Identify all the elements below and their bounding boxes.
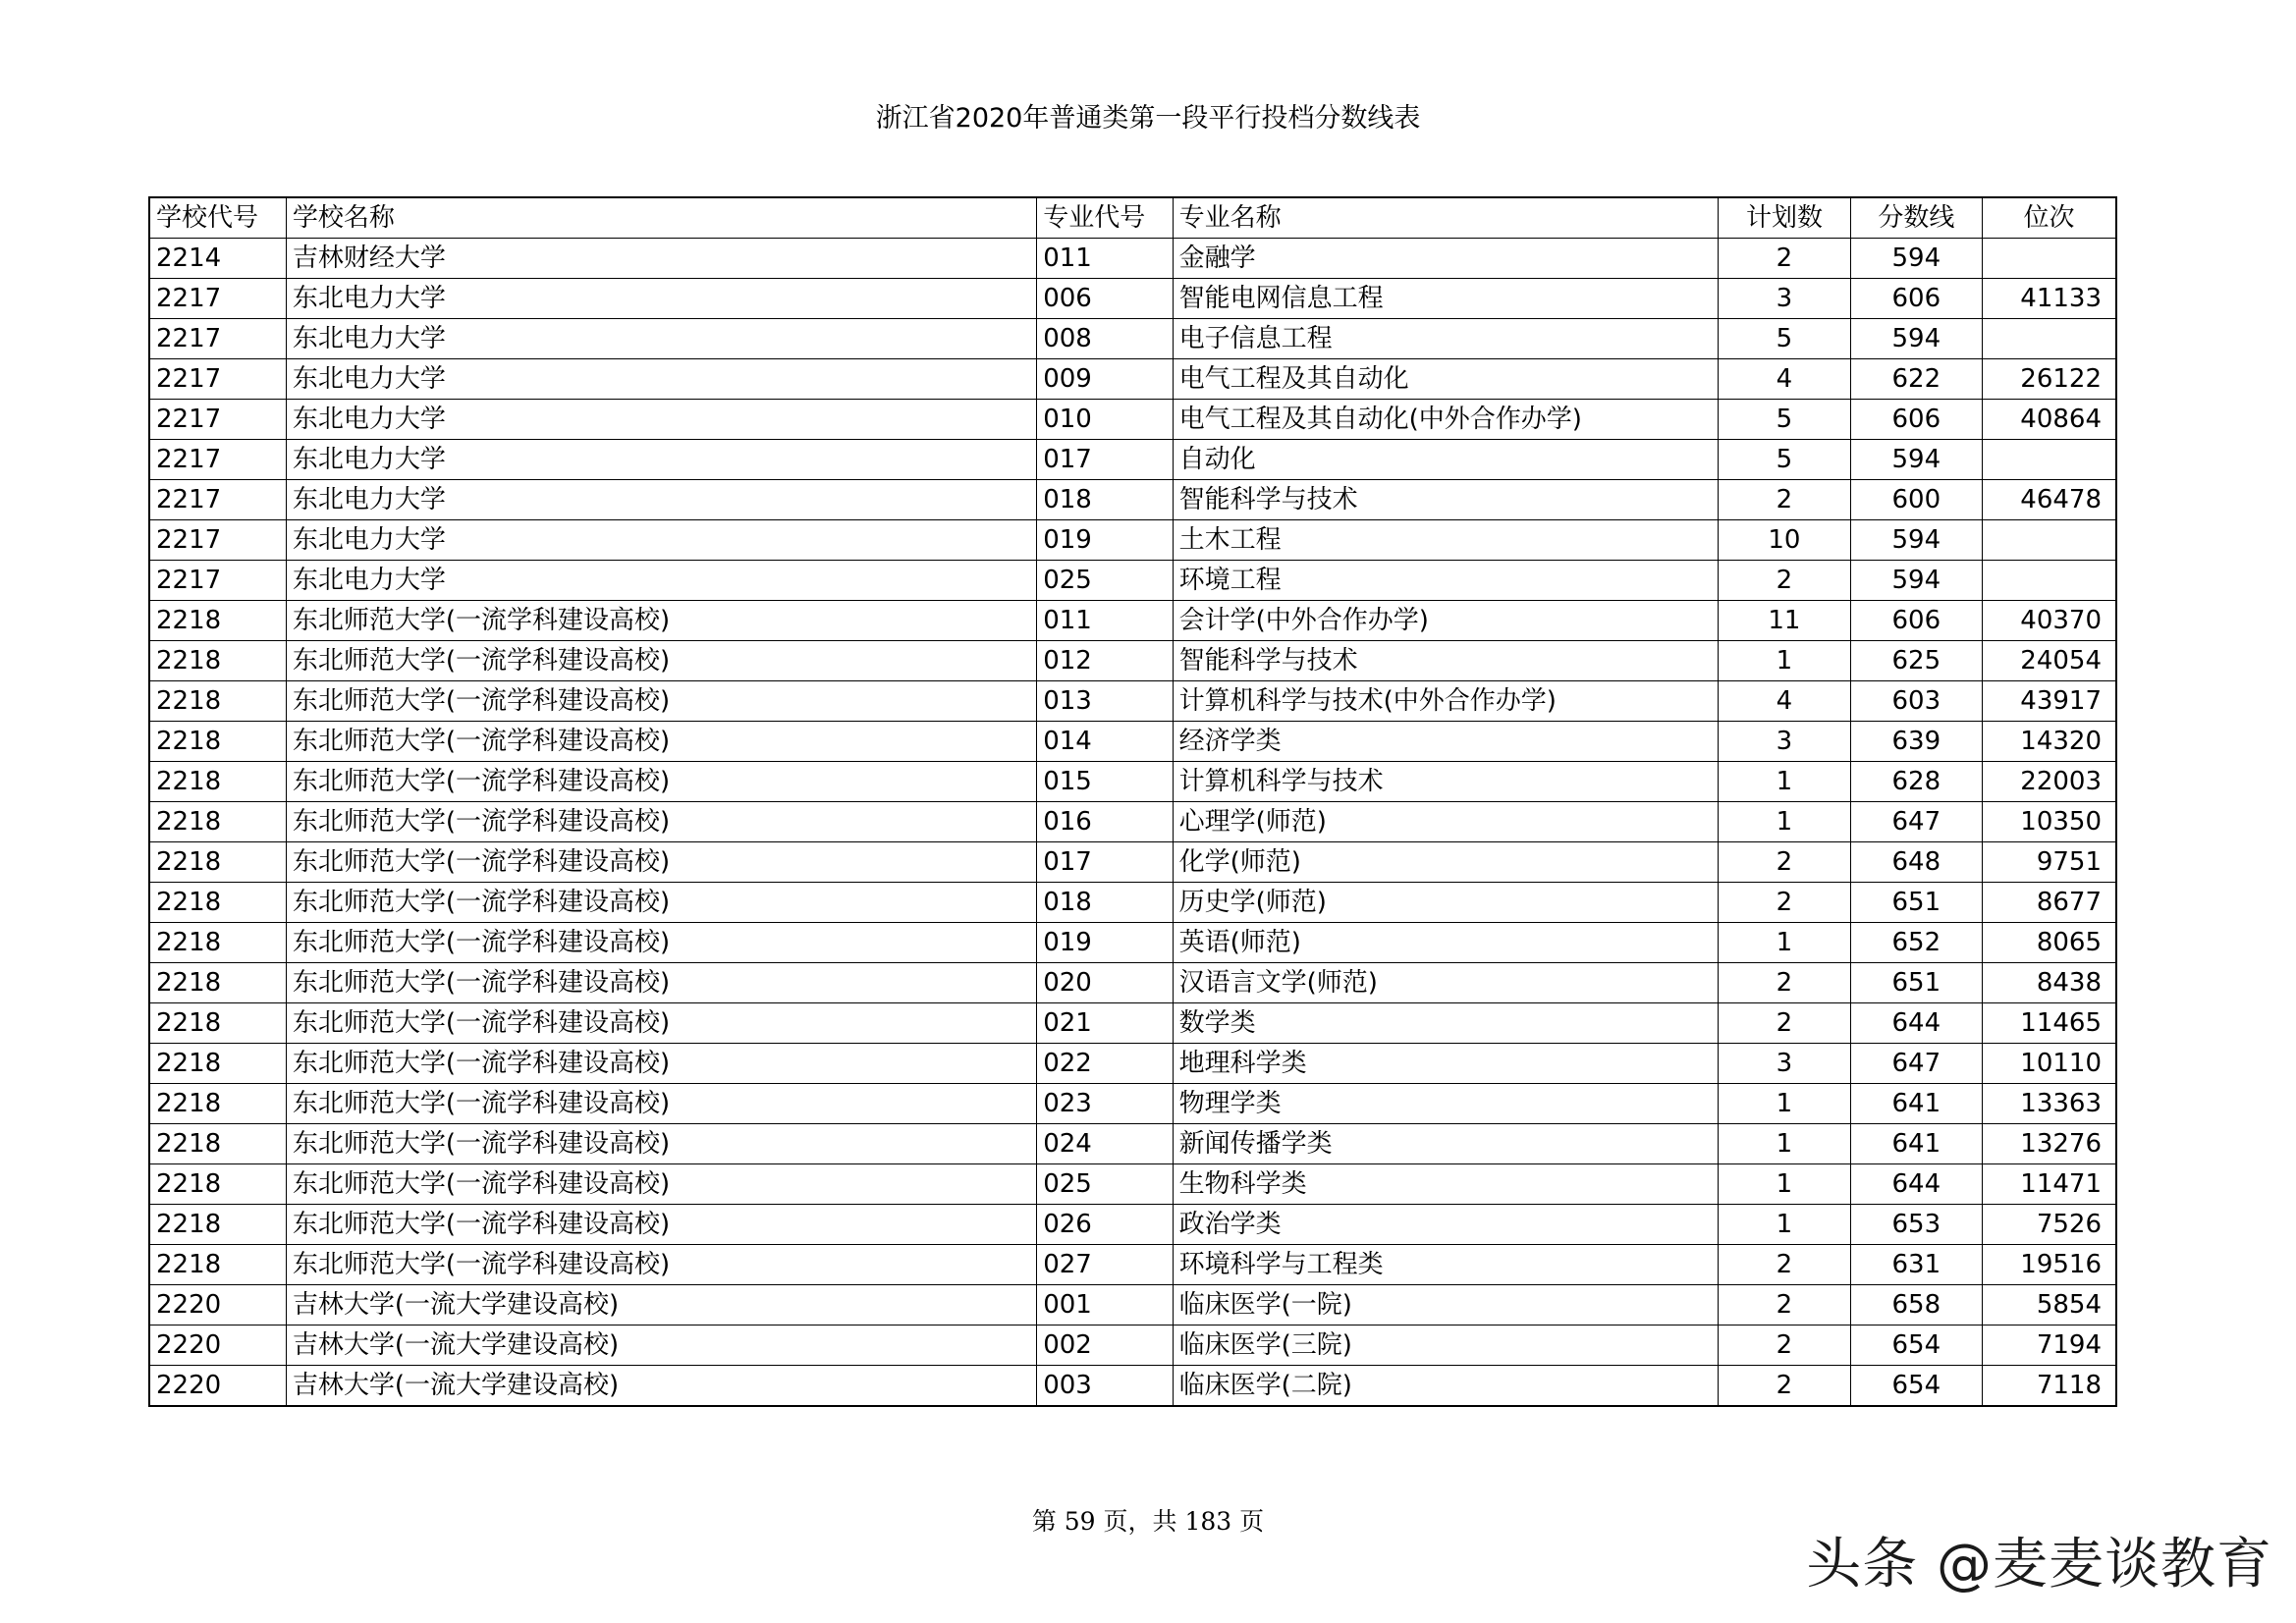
- major-name-cell: 英语(师范): [1173, 923, 1719, 963]
- major-name-cell: 电子信息工程: [1173, 319, 1719, 359]
- rank-cell: 11465: [1983, 1003, 2116, 1044]
- table-row: [149, 722, 2116, 762]
- school-code-cell: 2217: [149, 440, 286, 480]
- table-row: [149, 762, 2116, 802]
- table-row: [149, 1325, 2116, 1366]
- header-major-name: 专业名称: [1173, 197, 1719, 239]
- major-name-cell: 计算机科学与技术: [1173, 762, 1719, 802]
- score-line-cell: 594: [1850, 561, 1982, 601]
- rank-cell: 10350: [1983, 802, 2116, 842]
- major-name-cell: 政治学类: [1173, 1205, 1719, 1245]
- header-school-code: 学校代号: [149, 197, 286, 239]
- major-code-cell: 017: [1037, 842, 1173, 883]
- rank-cell: 13276: [1983, 1124, 2116, 1164]
- school-code-cell: 2217: [149, 520, 286, 561]
- table-row: [149, 239, 2116, 279]
- school-name-cell: 东北电力大学: [286, 319, 1036, 359]
- score-line-cell: 600: [1850, 480, 1982, 520]
- score-line-cell: 651: [1850, 883, 1982, 923]
- rank-cell: 8438: [1983, 963, 2116, 1003]
- school-name-cell: 吉林大学(一流大学建设高校): [286, 1325, 1036, 1366]
- major-code-cell: 027: [1037, 1245, 1173, 1285]
- score-line-cell: 639: [1850, 722, 1982, 762]
- table-row: [149, 359, 2116, 400]
- rank-cell: 22003: [1983, 762, 2116, 802]
- score-line-cell: 594: [1850, 440, 1982, 480]
- rank-cell: 40864: [1983, 400, 2116, 440]
- plan-count-cell: 1: [1719, 802, 1850, 842]
- plan-count-cell: 1: [1719, 1164, 1850, 1205]
- table-body: [149, 239, 2116, 1407]
- plan-count-cell: 1: [1719, 1205, 1850, 1245]
- score-line-cell: 594: [1850, 520, 1982, 561]
- school-code-cell: 2217: [149, 319, 286, 359]
- table-row: [149, 1084, 2116, 1124]
- score-line-cell: 658: [1850, 1285, 1982, 1325]
- major-code-cell: 010: [1037, 400, 1173, 440]
- table-row: [149, 963, 2116, 1003]
- rank-cell: 7194: [1983, 1325, 2116, 1366]
- school-name-cell: 东北师范大学(一流学科建设高校): [286, 923, 1036, 963]
- school-name-cell: 东北电力大学: [286, 400, 1036, 440]
- school-name-cell: 吉林财经大学: [286, 239, 1036, 279]
- school-code-cell: 2218: [149, 883, 286, 923]
- school-name-cell: 东北师范大学(一流学科建设高校): [286, 762, 1036, 802]
- score-line-cell: 625: [1850, 641, 1982, 681]
- document-title: 浙江省2020年普通类第一段平行投档分数线表: [875, 103, 1421, 134]
- rank-cell: 7118: [1983, 1366, 2116, 1407]
- major-code-cell: 017: [1037, 440, 1173, 480]
- score-line-cell: 631: [1850, 1245, 1982, 1285]
- major-code-cell: 023: [1037, 1084, 1173, 1124]
- school-code-cell: 2217: [149, 561, 286, 601]
- major-name-cell: 电气工程及其自动化: [1173, 359, 1719, 400]
- rank-cell: 26122: [1983, 359, 2116, 400]
- plan-count-cell: 5: [1719, 400, 1850, 440]
- rank-cell: 19516: [1983, 1245, 2116, 1285]
- table-row: [149, 561, 2116, 601]
- plan-count-cell: 4: [1719, 681, 1850, 722]
- plan-count-cell: 1: [1719, 1124, 1850, 1164]
- table-row: [149, 802, 2116, 842]
- score-line-cell: 594: [1850, 319, 1982, 359]
- table-row: [149, 400, 2116, 440]
- plan-count-cell: 2: [1719, 842, 1850, 883]
- major-code-cell: 006: [1037, 279, 1173, 319]
- school-name-cell: 东北电力大学: [286, 359, 1036, 400]
- rank-cell: 46478: [1983, 480, 2116, 520]
- major-name-cell: 智能科学与技术: [1173, 641, 1719, 681]
- school-code-cell: 2218: [149, 601, 286, 641]
- rank-cell: [1983, 440, 2116, 480]
- plan-count-cell: 11: [1719, 601, 1850, 641]
- plan-count-cell: 2: [1719, 1325, 1850, 1366]
- major-code-cell: 002: [1037, 1325, 1173, 1366]
- school-name-cell: 东北师范大学(一流学科建设高校): [286, 722, 1036, 762]
- major-code-cell: 026: [1037, 1205, 1173, 1245]
- rank-cell: [1983, 520, 2116, 561]
- plan-count-cell: 2: [1719, 883, 1850, 923]
- school-name-cell: 东北师范大学(一流学科建设高校): [286, 1003, 1036, 1044]
- major-code-cell: 011: [1037, 601, 1173, 641]
- table-row: [149, 1366, 2116, 1407]
- major-code-cell: 003: [1037, 1366, 1173, 1407]
- table-row: [149, 842, 2116, 883]
- major-code-cell: 018: [1037, 883, 1173, 923]
- rank-cell: 8677: [1983, 883, 2116, 923]
- score-line-cell: 641: [1850, 1084, 1982, 1124]
- plan-count-cell: 2: [1719, 1245, 1850, 1285]
- rank-cell: 8065: [1983, 923, 2116, 963]
- major-name-cell: 新闻传播学类: [1173, 1124, 1719, 1164]
- score-table: [148, 196, 2117, 1407]
- table-row: [149, 1164, 2116, 1205]
- school-name-cell: 东北师范大学(一流学科建设高校): [286, 1044, 1036, 1084]
- score-line-cell: 622: [1850, 359, 1982, 400]
- major-name-cell: 化学(师范): [1173, 842, 1719, 883]
- school-code-cell: 2218: [149, 963, 286, 1003]
- major-code-cell: 025: [1037, 561, 1173, 601]
- plan-count-cell: 2: [1719, 1003, 1850, 1044]
- school-code-cell: 2218: [149, 1245, 286, 1285]
- rank-cell: [1983, 561, 2116, 601]
- score-line-cell: 647: [1850, 1044, 1982, 1084]
- score-line-cell: 651: [1850, 963, 1982, 1003]
- school-code-cell: 2218: [149, 802, 286, 842]
- school-name-cell: 东北师范大学(一流学科建设高校): [286, 802, 1036, 842]
- major-name-cell: 汉语言文学(师范): [1173, 963, 1719, 1003]
- school-code-cell: 2217: [149, 400, 286, 440]
- plan-count-cell: 4: [1719, 359, 1850, 400]
- school-code-cell: 2217: [149, 279, 286, 319]
- school-code-cell: 2218: [149, 842, 286, 883]
- major-name-cell: 历史学(师范): [1173, 883, 1719, 923]
- major-name-cell: 会计学(中外合作办学): [1173, 601, 1719, 641]
- major-code-cell: 021: [1037, 1003, 1173, 1044]
- rank-cell: 24054: [1983, 641, 2116, 681]
- major-name-cell: 自动化: [1173, 440, 1719, 480]
- school-name-cell: 东北电力大学: [286, 520, 1036, 561]
- plan-count-cell: 3: [1719, 1044, 1850, 1084]
- major-code-cell: 025: [1037, 1164, 1173, 1205]
- school-name-cell: 东北师范大学(一流学科建设高校): [286, 883, 1036, 923]
- major-name-cell: 计算机科学与技术(中外合作办学): [1173, 681, 1719, 722]
- plan-count-cell: 2: [1719, 1366, 1850, 1407]
- table-row: [149, 520, 2116, 561]
- school-name-cell: 东北师范大学(一流学科建设高校): [286, 963, 1036, 1003]
- score-line-cell: 606: [1850, 400, 1982, 440]
- score-line-cell: 644: [1850, 1164, 1982, 1205]
- school-name-cell: 东北师范大学(一流学科建设高校): [286, 1084, 1036, 1124]
- major-name-cell: 临床医学(一院): [1173, 1285, 1719, 1325]
- school-name-cell: 东北师范大学(一流学科建设高校): [286, 1164, 1036, 1205]
- major-code-cell: 001: [1037, 1285, 1173, 1325]
- school-name-cell: 东北电力大学: [286, 279, 1036, 319]
- major-name-cell: 心理学(师范): [1173, 802, 1719, 842]
- plan-count-cell: 2: [1719, 480, 1850, 520]
- school-code-cell: 2214: [149, 239, 286, 279]
- school-code-cell: 2218: [149, 1003, 286, 1044]
- score-line-cell: 654: [1850, 1325, 1982, 1366]
- major-name-cell: 生物科学类: [1173, 1164, 1719, 1205]
- major-name-cell: 电气工程及其自动化(中外合作办学): [1173, 400, 1719, 440]
- plan-count-cell: 3: [1719, 722, 1850, 762]
- major-name-cell: 数学类: [1173, 1003, 1719, 1044]
- major-name-cell: 土木工程: [1173, 520, 1719, 561]
- header-major-code: 专业代号: [1037, 197, 1173, 239]
- school-code-cell: 2220: [149, 1325, 286, 1366]
- table-row: [149, 681, 2116, 722]
- watermark: 头条 @麦麦谈教育: [1806, 1533, 2272, 1596]
- major-name-cell: 金融学: [1173, 239, 1719, 279]
- major-name-cell: 物理学类: [1173, 1084, 1719, 1124]
- major-code-cell: 014: [1037, 722, 1173, 762]
- school-name-cell: 东北师范大学(一流学科建设高校): [286, 641, 1036, 681]
- school-code-cell: 2218: [149, 722, 286, 762]
- school-name-cell: 东北师范大学(一流学科建设高校): [286, 681, 1036, 722]
- page-footer: 第 59 页，共 183 页: [1031, 1507, 1265, 1536]
- school-code-cell: 2217: [149, 480, 286, 520]
- score-line-cell: 606: [1850, 601, 1982, 641]
- score-line-cell: 652: [1850, 923, 1982, 963]
- plan-count-cell: 5: [1719, 440, 1850, 480]
- table-row: [149, 1205, 2116, 1245]
- plan-count-cell: 1: [1719, 762, 1850, 802]
- score-line-cell: 653: [1850, 1205, 1982, 1245]
- school-name-cell: 东北师范大学(一流学科建设高校): [286, 842, 1036, 883]
- major-name-cell: 智能电网信息工程: [1173, 279, 1719, 319]
- table-row: [149, 279, 2116, 319]
- school-name-cell: 东北电力大学: [286, 561, 1036, 601]
- major-code-cell: 016: [1037, 802, 1173, 842]
- rank-cell: 5854: [1983, 1285, 2116, 1325]
- major-code-cell: 018: [1037, 480, 1173, 520]
- rank-cell: [1983, 319, 2116, 359]
- table-row: [149, 1003, 2116, 1044]
- table-row: [149, 440, 2116, 480]
- plan-count-cell: 2: [1719, 239, 1850, 279]
- table-row: [149, 319, 2116, 359]
- score-line-cell: 654: [1850, 1366, 1982, 1407]
- rank-cell: 40370: [1983, 601, 2116, 641]
- school-code-cell: 2220: [149, 1366, 286, 1407]
- rank-cell: 43917: [1983, 681, 2116, 722]
- major-code-cell: 019: [1037, 923, 1173, 963]
- plan-count-cell: 5: [1719, 319, 1850, 359]
- school-code-cell: 2218: [149, 923, 286, 963]
- rank-cell: [1983, 239, 2116, 279]
- school-code-cell: 2218: [149, 762, 286, 802]
- table-row: [149, 1285, 2116, 1325]
- school-name-cell: 东北师范大学(一流学科建设高校): [286, 1245, 1036, 1285]
- school-name-cell: 东北电力大学: [286, 480, 1036, 520]
- major-name-cell: 临床医学(二院): [1173, 1366, 1719, 1407]
- table-row: [149, 1124, 2116, 1164]
- major-name-cell: 环境科学与工程类: [1173, 1245, 1719, 1285]
- school-name-cell: 吉林大学(一流大学建设高校): [286, 1285, 1036, 1325]
- table-row: [149, 883, 2116, 923]
- major-name-cell: 经济学类: [1173, 722, 1719, 762]
- school-code-cell: 2218: [149, 641, 286, 681]
- score-line-cell: 603: [1850, 681, 1982, 722]
- major-code-cell: 008: [1037, 319, 1173, 359]
- school-code-cell: 2217: [149, 359, 286, 400]
- header-score-line: 分数线: [1850, 197, 1982, 239]
- school-name-cell: 东北师范大学(一流学科建设高校): [286, 1124, 1036, 1164]
- rank-cell: 7526: [1983, 1205, 2116, 1245]
- major-name-cell: 智能科学与技术: [1173, 480, 1719, 520]
- rank-cell: 13363: [1983, 1084, 2116, 1124]
- major-name-cell: 地理科学类: [1173, 1044, 1719, 1084]
- plan-count-cell: 10: [1719, 520, 1850, 561]
- major-code-cell: 013: [1037, 681, 1173, 722]
- rank-cell: 11471: [1983, 1164, 2116, 1205]
- school-code-cell: 2218: [149, 681, 286, 722]
- school-code-cell: 2218: [149, 1044, 286, 1084]
- score-line-cell: 644: [1850, 1003, 1982, 1044]
- score-line-cell: 641: [1850, 1124, 1982, 1164]
- plan-count-cell: 1: [1719, 641, 1850, 681]
- plan-count-cell: 2: [1719, 561, 1850, 601]
- table-row: [149, 923, 2116, 963]
- table-row: [149, 480, 2116, 520]
- score-line-cell: 594: [1850, 239, 1982, 279]
- major-code-cell: 022: [1037, 1044, 1173, 1084]
- table-row: [149, 1044, 2116, 1084]
- header-school-name: 学校名称: [286, 197, 1036, 239]
- school-code-cell: 2218: [149, 1084, 286, 1124]
- plan-count-cell: 2: [1719, 963, 1850, 1003]
- major-code-cell: 012: [1037, 641, 1173, 681]
- rank-cell: 41133: [1983, 279, 2116, 319]
- school-name-cell: 东北师范大学(一流学科建设高校): [286, 601, 1036, 641]
- table-header-row: [149, 197, 2116, 239]
- score-line-cell: 647: [1850, 802, 1982, 842]
- major-name-cell: 环境工程: [1173, 561, 1719, 601]
- school-code-cell: 2218: [149, 1205, 286, 1245]
- header-rank: 位次: [1983, 197, 2116, 239]
- major-name-cell: 临床医学(三院): [1173, 1325, 1719, 1366]
- school-code-cell: 2218: [149, 1124, 286, 1164]
- plan-count-cell: 3: [1719, 279, 1850, 319]
- school-name-cell: 东北电力大学: [286, 440, 1036, 480]
- score-line-cell: 628: [1850, 762, 1982, 802]
- major-code-cell: 024: [1037, 1124, 1173, 1164]
- score-line-cell: 606: [1850, 279, 1982, 319]
- rank-cell: 10110: [1983, 1044, 2116, 1084]
- table-row: [149, 601, 2116, 641]
- school-name-cell: 东北师范大学(一流学科建设高校): [286, 1205, 1036, 1245]
- plan-count-cell: 2: [1719, 1285, 1850, 1325]
- score-line-cell: 648: [1850, 842, 1982, 883]
- major-code-cell: 020: [1037, 963, 1173, 1003]
- table-row: [149, 641, 2116, 681]
- school-code-cell: 2220: [149, 1285, 286, 1325]
- major-code-cell: 015: [1037, 762, 1173, 802]
- table-row: [149, 1245, 2116, 1285]
- school-name-cell: 吉林大学(一流大学建设高校): [286, 1366, 1036, 1407]
- school-code-cell: 2218: [149, 1164, 286, 1205]
- plan-count-cell: 1: [1719, 923, 1850, 963]
- rank-cell: 14320: [1983, 722, 2116, 762]
- plan-count-cell: 1: [1719, 1084, 1850, 1124]
- major-code-cell: 019: [1037, 520, 1173, 561]
- major-code-cell: 011: [1037, 239, 1173, 279]
- major-code-cell: 009: [1037, 359, 1173, 400]
- header-plan-count: 计划数: [1719, 197, 1850, 239]
- rank-cell: 9751: [1983, 842, 2116, 883]
